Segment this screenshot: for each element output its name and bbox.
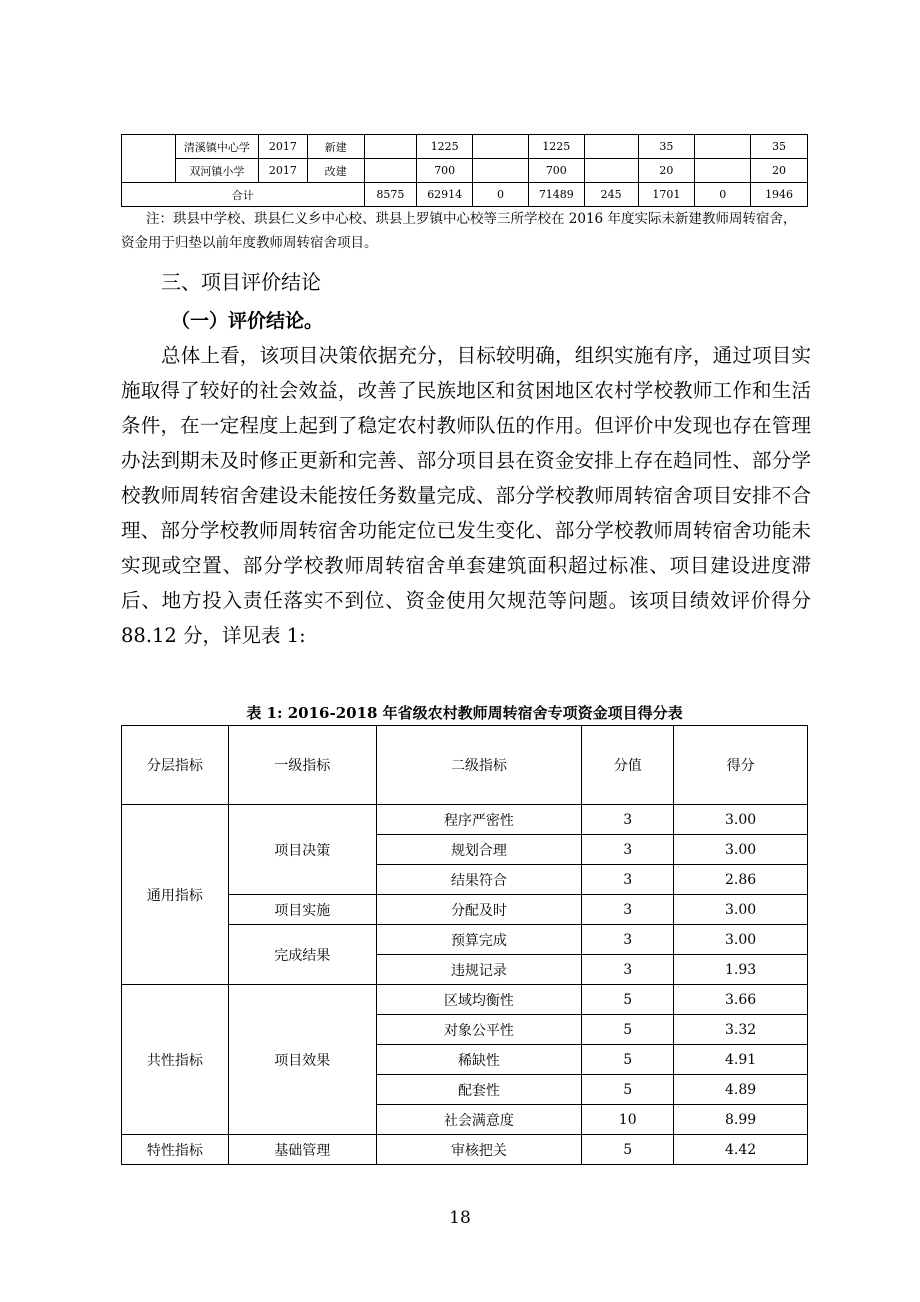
value-cell: 1225	[417, 135, 473, 159]
level2-cell: 稀缺性	[376, 1045, 582, 1075]
section-heading: 三、项目评价结论	[161, 270, 321, 294]
table-caption: 表 1: 2016-2018 年省级农村教师周转宿舍专项资金项目得分表	[246, 704, 683, 722]
level2-cell: 违规记录	[376, 955, 582, 985]
got-cell: 4.89	[674, 1075, 808, 1105]
score-cell: 5	[582, 985, 674, 1015]
got-cell: 3.00	[674, 895, 808, 925]
header-cell: 分层指标	[122, 726, 229, 805]
score-cell: 5	[582, 1135, 674, 1165]
school-dormitory-table	[121, 134, 808, 207]
score-cell: 3	[582, 835, 674, 865]
header-cell: 得分	[674, 726, 808, 805]
header-cell: 一级指标	[228, 726, 376, 805]
value-cell: 1701	[638, 183, 695, 207]
score-cell: 3	[582, 895, 674, 925]
level2-cell: 区域均衡性	[376, 985, 582, 1015]
paragraph-text: 总体上看，该项目决策依据充分，目标较明确，组织实施有序，通过项目实施取得了较好的社会效益，改善了民族地区和贫困地区农村学校教师工作和生活条件，在一定程度上起到了稳定农村教师队伍的作用。但评价中发现也存在管理办法到期未及时修正更新和完善、部分项目县在资金安排上存在趋同性、部分学校教师周转宿舍建设未能按任务数量完成、部分学校教师周转宿舍项目安排不合理、部分学校教师周转宿舍功能定位已发生变化、部分学校教师周转宿舍功能未实现或空置、部分学校教师周转宿舍单套建筑面积超过标准、项目建设进度滞后、地方投入责任落实不到位、资金使用欠规范等问题。该项目绩效评价得分 88.12 分，详见表 1:	[121, 344, 811, 647]
level1-cell: 基础管理	[228, 1135, 376, 1165]
sub-heading: （一）评价结论。	[171, 310, 324, 332]
value-cell: 8575	[364, 183, 417, 207]
got-cell: 3.00	[674, 805, 808, 835]
value-cell	[473, 159, 529, 183]
value-cell: 71489	[528, 183, 584, 207]
value-cell	[473, 135, 529, 159]
level2-cell: 审核把关	[376, 1135, 582, 1165]
got-cell: 4.91	[674, 1045, 808, 1075]
score-cell: 3	[582, 955, 674, 985]
got-cell: 3.32	[674, 1015, 808, 1045]
got-cell: 1.93	[674, 955, 808, 985]
level2-cell: 结果符合	[376, 865, 582, 895]
level2-cell: 预算完成	[376, 925, 582, 955]
value-cell: 700	[528, 159, 584, 183]
score-cell: 3	[582, 865, 674, 895]
value-cell: 0	[473, 183, 529, 207]
level2-cell: 规划合理	[376, 835, 582, 865]
body-paragraph	[121, 338, 811, 653]
value-cell: 35	[638, 135, 695, 159]
year-cell: 2017	[258, 135, 307, 159]
value-cell: 1225	[528, 135, 584, 159]
empty-cell	[122, 135, 176, 183]
level2-cell: 配套性	[376, 1075, 582, 1105]
level1-cell: 项目实施	[228, 895, 376, 925]
got-cell: 3.66	[674, 985, 808, 1015]
table-row	[122, 985, 808, 1015]
table-row	[122, 1135, 808, 1165]
value-cell: 20	[638, 159, 695, 183]
level2-cell: 对象公平性	[376, 1015, 582, 1045]
got-cell: 2.86	[674, 865, 808, 895]
page-number: 18	[449, 1208, 471, 1228]
value-cell: 62914	[417, 183, 473, 207]
header-cell: 二级指标	[376, 726, 582, 805]
type-cell: 新建	[307, 135, 364, 159]
layer-cell: 共性指标	[122, 985, 229, 1135]
type-cell: 改建	[307, 159, 364, 183]
value-cell: 700	[417, 159, 473, 183]
layer-cell: 通用指标	[122, 805, 229, 985]
school-name: 清溪镇中心学	[175, 135, 258, 159]
value-cell: 35	[751, 135, 808, 159]
value-cell	[584, 159, 638, 183]
score-cell: 5	[582, 1075, 674, 1105]
table-note-line-2: 资金用于归垫以前年度教师周转宿舍项目。	[121, 235, 378, 251]
level1-cell: 完成结果	[228, 925, 376, 985]
level1-cell: 项目效果	[228, 985, 376, 1135]
total-label: 合计	[122, 183, 365, 207]
level2-cell: 分配及时	[376, 895, 582, 925]
level2-cell: 社会满意度	[376, 1105, 582, 1135]
score-cell: 10	[582, 1105, 674, 1135]
value-cell	[695, 135, 751, 159]
header-cell: 分值	[582, 726, 674, 805]
value-cell	[584, 135, 638, 159]
header-row	[122, 726, 808, 805]
got-cell: 3.00	[674, 925, 808, 955]
school-name: 双河镇小学	[175, 159, 258, 183]
value-cell: 20	[751, 159, 808, 183]
table-row	[122, 159, 808, 183]
score-cell: 3	[582, 925, 674, 955]
score-cell: 5	[582, 1015, 674, 1045]
value-cell	[695, 159, 751, 183]
level1-cell: 项目决策	[228, 805, 376, 895]
total-row	[122, 183, 808, 207]
got-cell: 8.99	[674, 1105, 808, 1135]
got-cell: 4.42	[674, 1135, 808, 1165]
score-table	[121, 725, 808, 1165]
value-cell: 245	[584, 183, 638, 207]
value-cell: 0	[695, 183, 751, 207]
table-note-line-1: 注：珙县中学校、珙县仁义乡中心校、珙县上罗镇中心校等三所学校在 2016 年度实际未新建教师周转宿舍，	[146, 211, 797, 227]
value-cell	[364, 159, 417, 183]
value-cell	[364, 135, 417, 159]
value-cell: 1946	[751, 183, 808, 207]
layer-cell: 特性指标	[122, 1135, 229, 1165]
level2-cell: 程序严密性	[376, 805, 582, 835]
table-row	[122, 805, 808, 835]
score-cell: 5	[582, 1045, 674, 1075]
year-cell: 2017	[258, 159, 307, 183]
table-row	[122, 135, 808, 159]
got-cell: 3.00	[674, 835, 808, 865]
score-cell: 3	[582, 805, 674, 835]
